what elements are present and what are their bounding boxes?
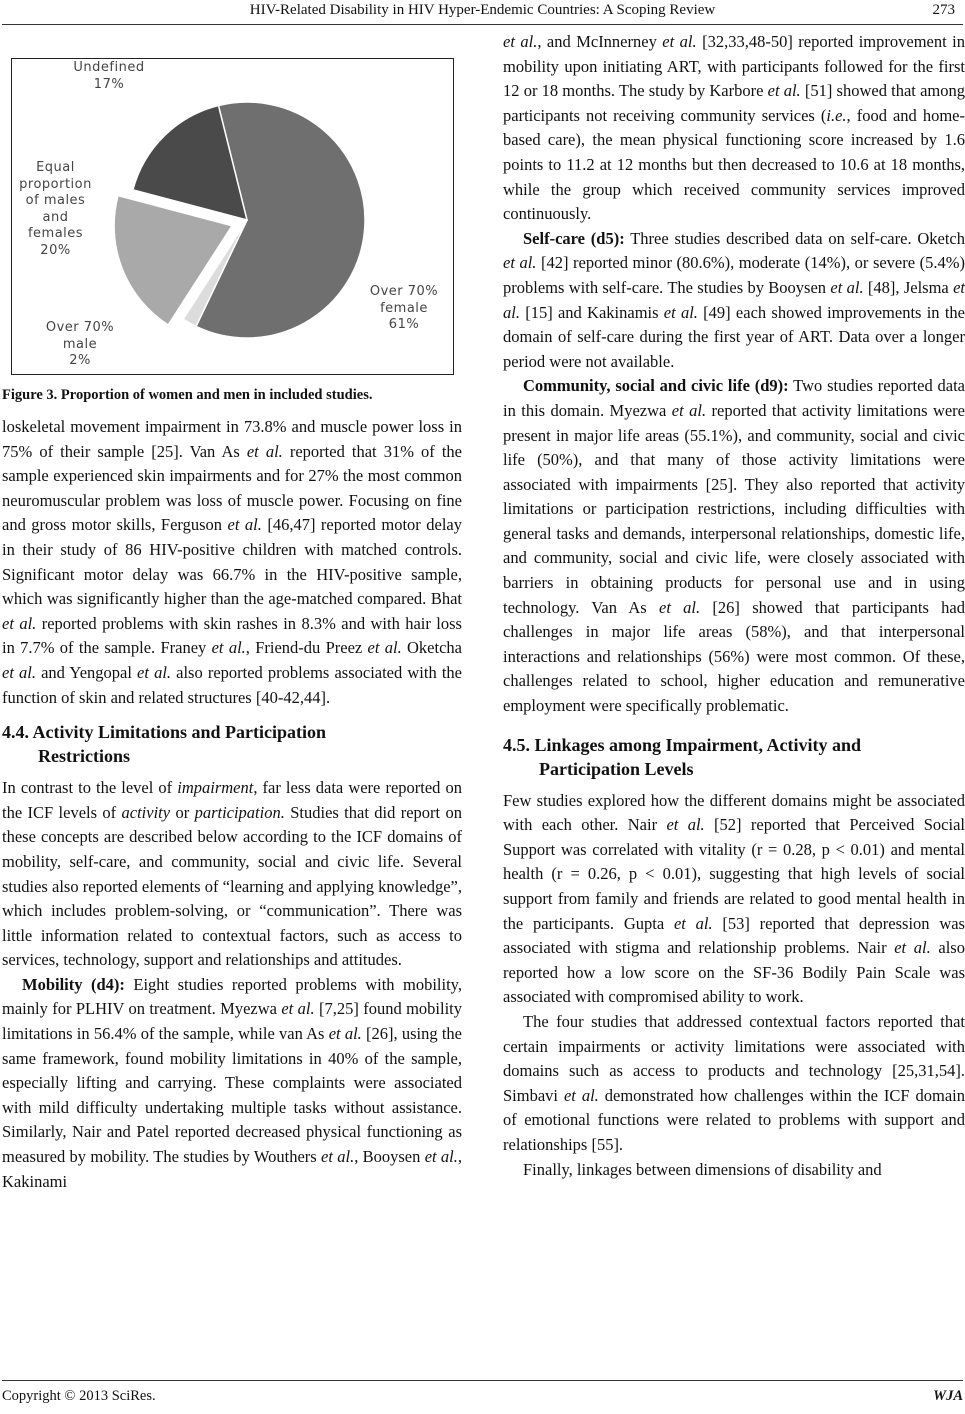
label-male: Over 70% male 2% — [45, 320, 115, 368]
header-rule — [2, 24, 963, 25]
section-heading-4-5: 4.5. Linkages among Impairment, Activity and Participation Levels — [503, 734, 862, 779]
journal-abbrev: WJA — [933, 1388, 963, 1404]
paragraph: Self-care (d5): Three studies described data on self-care. Oketch et al. [42] reported minor (80.6%), moderate (14%), or severe (5.4%) problems with self-care. The studies by Booysen et al. [48], Jelsma et al. [15] and Kakinamis et al. [49] each showed improvements in the domain of self-care during the first year of ART. Data over a longer period were not available. — [503, 228, 965, 371]
label-female: Over 70% female 61% — [369, 284, 439, 332]
left-column — [2, 30, 462, 1194]
paragraph: In contrast to the level of impairment, far less data were reported on the ICF levels of activity or participation. Studies that did report on these concepts are described below according to the ICF domains of mobility, self-care, and community, social and civic life. Several studies also reported elements of “learning and applying knowledge”, which includes problem-solving, or “communication”. There was little information related to contextual factors, such as access to services, technology, support and relationships and attitudes. — [2, 778, 463, 970]
right-column — [503, 30, 965, 1182]
paragraph: Community, social and civic life (d9): Two studies reported data in this domain. Myezwa et al. reported that activity limitations were present in major life areas (55.1%), and community, social and civic life (50%), and that many of those activity limitations were associated with impairments [25]. They also reported that activity limitations or participation restrictions, including difficulties with general tasks and demands, interpersonal relationships, domestic life, and community, social and civic life, were closely associated with barriers in obtaining products for personal use and in using technology. Van As et al. [26] showed that participants had challenges in major life areas (58%), and that interpersonal interactions and relationships (56%) were most common. Of these, challenges related to school, higher education and remunerative employment were specifically problematic. — [503, 376, 965, 716]
paragraph: Finally, linkages between dimensions of disability and — [523, 1159, 882, 1179]
paragraph: loskeletal movement impairment in 73.8% and muscle power loss in 75% of their sample [25]. Van As et al. reported that 31% of the sample experienced skin impairments and for 27% the most common neuromuscular problem was loss of muscle power. Focusing on fine and gross motor skills, Ferguson et al. [46,47] reported motor delay in their study of 86 HIV-positive children with matched controls. Significant motor delay was 66.7% in the HIV-positive sample, which was significantly higher than the age-matched compared. Bhat et al. reported problems with skin rashes in 8.3% and with hair loss in 7.7% of the sample. Franey et al., Friend-du Preez et al. Oketcha et al. and Yengopal et al. also reported problems associated with the function of skin and related structures [40-42,44]. — [2, 417, 462, 707]
running-header — [0, 0, 965, 34]
label-undefined: Undefined 17% — [73, 60, 145, 92]
label-equal: Equal proportion of males and females 20% — [19, 160, 92, 258]
section-heading-4-4: 4.4. Activity Limitations and Participation Restrictions — [2, 722, 327, 767]
figure-caption: Figure 3. Proportion of women and men in included studies. — [2, 387, 373, 403]
page-number: 273 — [932, 2, 955, 18]
running-title: HIV-Related Disability in HIV Hyper-Endemic Countries: A Scoping Review — [249, 2, 716, 18]
paragraph: Mobility (d4): Eight studies reported problems with mobility, mainly for PLHIV on treatment. Myezwa et al. [7,25] found mobility limitations in 56.4% of the sample, while van As et al. [26], using the same framework, found mobility limitations in 40% of the sample, especially lifting and carrying. These complaints were associated with mild difficulty undertaking multiple tasks without assistance. Similarly, Nair and Patel reported decreased physical functioning as measured by mobility. The studies by Wouthers et al., Booysen et al., Kakinami — [2, 974, 462, 1191]
paragraph: et al., and McInnerney et al. [32,33,48-50] reported improvement in mobility upon initiating ART, with participants followed for the first 12 or 18 months. The study by Karbore et al. [51] showed that among participants not receiving community services (i.e., food and home-based care), the mean physical functioning score increased by 1.6 points to 11.2 at 12 months but then decreased to 10.6 at 18 months, while the group which received community services improved continuously. — [503, 32, 965, 224]
paragraph: Few studies explored how the different domains might be associated with each other. Nair et al. [52] reported that Perceived Social Support was correlated with vitality (r = 0.28, p < 0.01) and mental health (r = 0.26, p < 0.01), suggesting that high levels of social support from family and friends are related to good mental health in the participants. Gupta et al. [53] reported that depression was associated with stigma and relationship problems. Nair et al. also reported how a low score on the SF-36 Bodily Pain Scale was associated with compromised ability to work. — [503, 790, 965, 1007]
figure-3 — [2, 30, 462, 377]
footer-rule — [2, 1380, 963, 1381]
page-footer — [2, 1386, 963, 1410]
paragraph: The four studies that addressed contextual factors reported that certain impairments or activity limitations were associated with domains such as access to products and technology [25,31,54]. Simbavi et al. demonstrated how challenges within the ICF domain of emotional functions were related to problems with support and relationships [55]. — [503, 1011, 965, 1154]
copyright: Copyright © 2013 SciRes. — [2, 1388, 156, 1404]
